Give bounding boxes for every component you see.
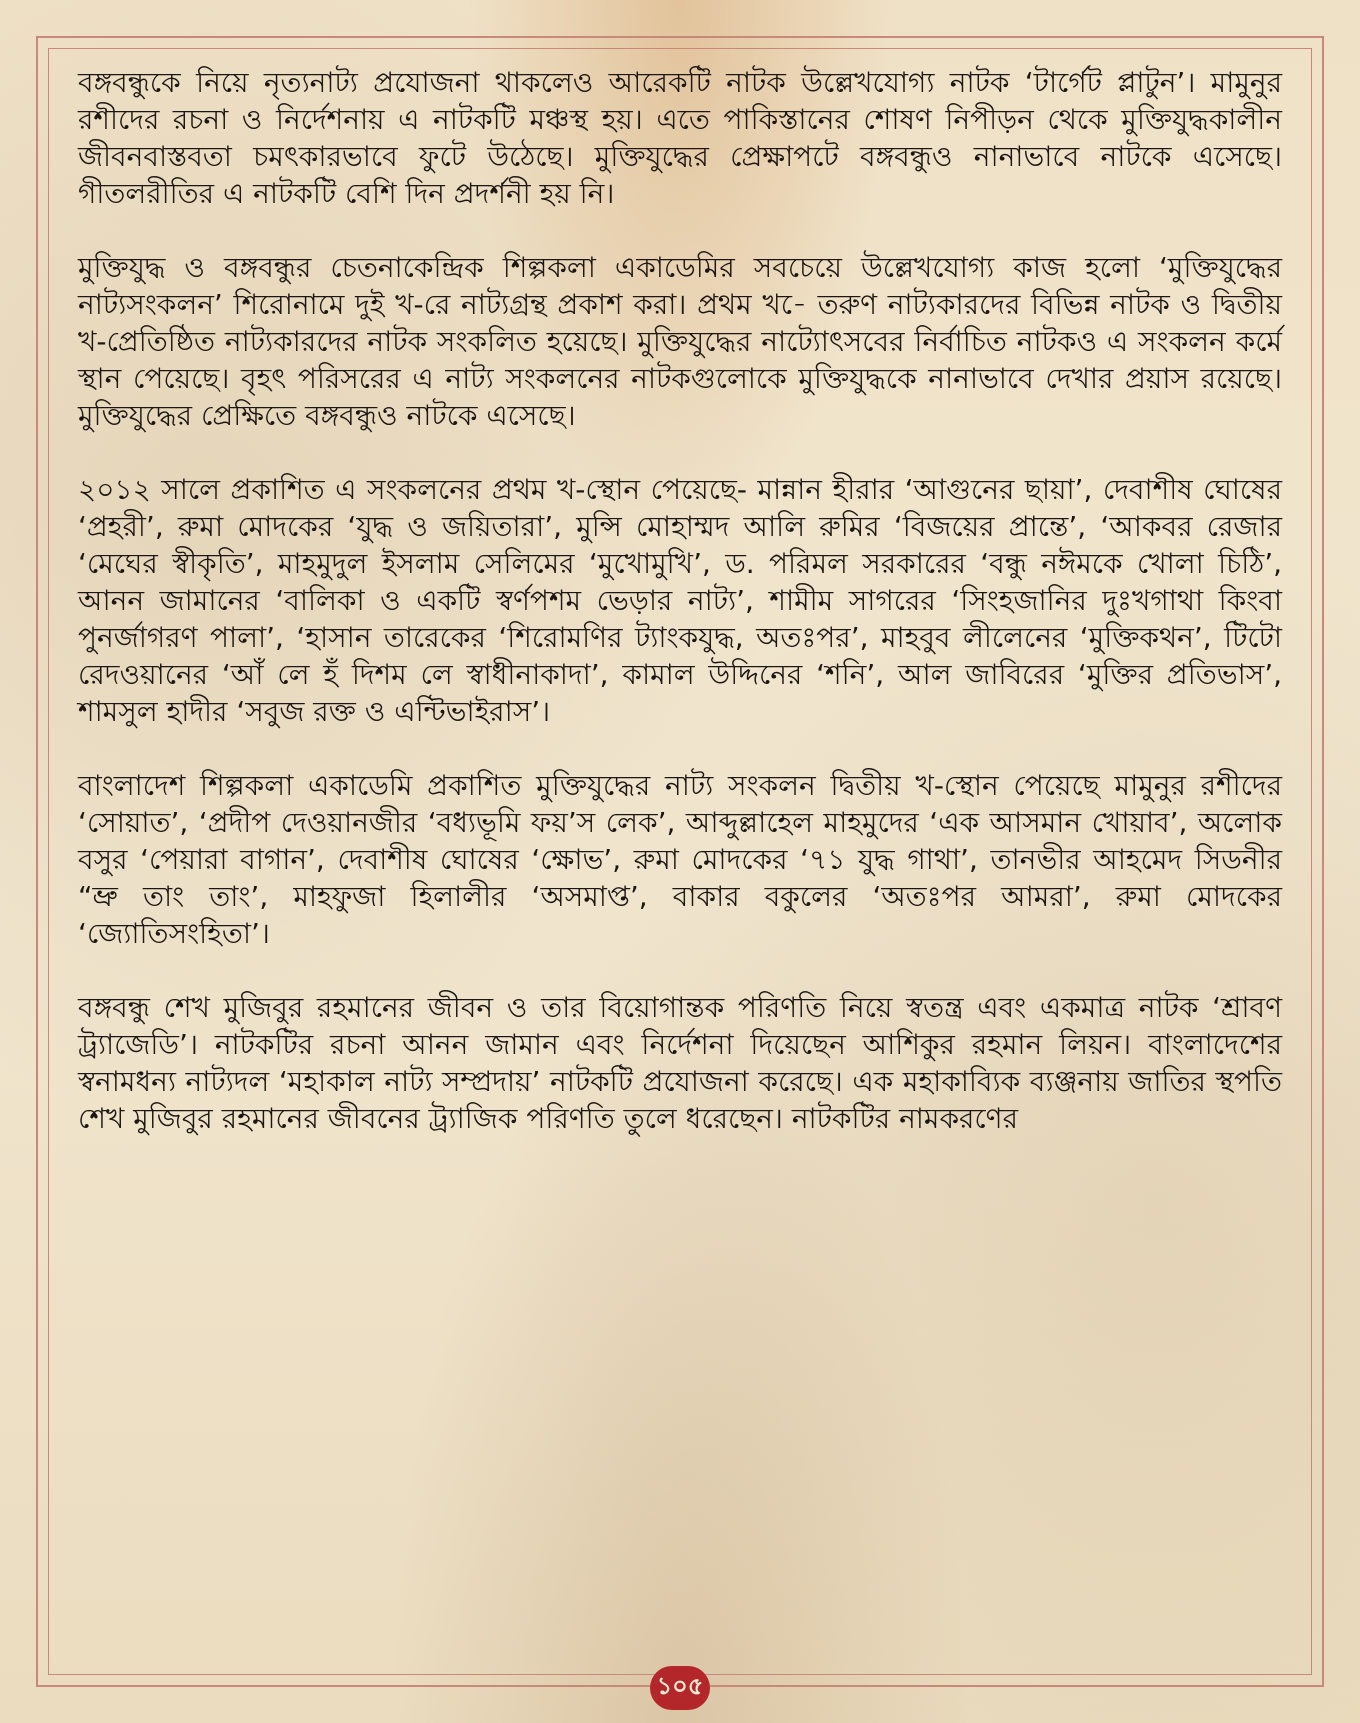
paragraph-5: বঙ্গবন্ধু শেখ মুজিবুর রহমানের জীবন ও তার বিয়োগান্তক পরিণতি নিয়ে স্বতন্ত্র এবং একমাত্র নাটক ‘শ্রাবণ ট্র্যাজেডি’। নাটকটির রচনা আনন জামান এবং নির্দেশনা দিয়েছেন আশিকুর রহমান লিয়ন। বাংলাদেশের স্বনামধন্য নাট্যদল ‘মহাকাল নাট্য সম্প্রদায়’ নাটকটি প্রযোজনা করেছে। এক মহাকাব্যিক ব্যঞ্জনায় জাতির স্থপতি শেখ মুজিবুর রহমানের জীবনের ট্র্যাজিক পরিণতি তুলে ধরেছেন। নাটকটির নামকরণের: [78, 991, 1282, 1135]
paragraph-2: মুক্তিযুদ্ধ ও বঙ্গবন্ধুর চেতনাকেন্দ্রিক শিল্পকলা একাডেমির সবচেয়ে উল্লেখযোগ্য কাজ হলো ‘মুক্তিযুদ্ধের নাট্যসংকলন’ শিরোনামে দুই খ-রে নাট্যগ্রন্থ প্রকাশ করা। প্রথম খ-ে তরুণ নাট্যকারদের বিভিন্ন নাটক ও দ্বিতীয় খ-প্রেতিষ্ঠিত নাট্যকারদের নাটক সংকলিত হয়েছে। মুক্তিযুদ্ধের নাট্যোৎসবের নির্বাচিত নাটকও এ সংকলন কর্মে স্থান পেয়েছে। বৃহৎ পরিসরের এ নাট্য সংকলনের নাটকগুলোকে মুক্তিযুদ্ধকে নানাভাবে দেখার প্রয়াস রয়েছে। মুক্তিযুদ্ধের প্রেক্ষিতে বঙ্গবন্ধুও নাটকে এসেছে।: [78, 251, 1282, 432]
page-number-badge: ১০৫: [650, 1666, 710, 1710]
paragraph-1: বঙ্গবন্ধুকে নিয়ে নৃত্যনাট্য প্রযোজনা থাকলেও আরেকটি নাটক উল্লেখযোগ্য নাটক ‘টার্গেট প্লাটুন’। মামুনুর রশীদের রচনা ও নির্দেশনায় এ নাটকটি মঞ্চস্থ হয়। এতে পাকিস্তানের শোষণ নিপীড়ন থেকে মুক্তিযুদ্ধকালীন জীবনবাস্তবতা চমৎকারভাবে ফুটে উঠেছে। মুক্তিযুদ্ধের প্রেক্ষাপটে বঙ্গবন্ধুও নানাভাবে নাটকে এসেছে। গীতলরীতির এ নাটকটি বেশি দিন প্রদর্শনী হয় নি।: [78, 66, 1282, 210]
paragraph-3: ২০১২ সালে প্রকাশিত এ সংকলনের প্রথম খ-স্থোন পেয়েছে- মান্নান হীরার ‘আগুনের ছায়া’, দেবাশীষ ঘোষের ‘প্রহরী’, রুমা মোদকের ‘যুদ্ধ ও জয়িতারা’, মুন্সি মোহাম্মদ আলি রুমির ‘বিজয়ের প্রান্তে’, ‘আকবর রেজার ‘মেঘের স্বীকৃতি’, মাহমুদুল ইসলাম সেলিমের ‘মুখোমুখি’, ড. পরিমল সরকারের ‘বন্ধু নঈমকে খোলা চিঠি’, আনন জামানের ‘বালিকা ও একটি স্বর্ণপশম ভেড়ার নাট্য’, শামীম সাগরের ‘সিংহজানির দুঃখগাথা কিংবা পুনর্জাগরণ পালা’, ‘হাসান তারেকের ‘শিরোমণির ট্যাংকযুদ্ধ, অতঃপর’, মাহবুব লীলেনের ‘মুক্তিকথন’, টিটো রেদওয়ানের ‘আঁ লে হঁ দিশম লে স্বাধীনাকাদা’, কামাল উদ্দিনের ‘শনি’, আল জাবিরের ‘মুক্তির প্রতিভাস’, শামসুল হাদীর ‘সবুজ রক্ত ও এন্টিভাইরাস’।: [78, 473, 1282, 728]
paragraph-4: বাংলাদেশ শিল্পকলা একাডেমি প্রকাশিত মুক্তিযুদ্ধের নাট্য সংকলন দ্বিতীয় খ-স্থোন পেয়েছে মামুনুর রশীদের ‘সোয়াত’, ‘প্রদীপ দেওয়ানজীর ‘বধ্যভূমি ফয়’স লেক’, আব্দুল্লাহেল মাহমুদের ‘এক আসমান খোয়াব’, অলোক বসুর ‘পেয়ারা বাগান’, দেবাশীষ ঘোষের ‘ক্ষোভ’, রুমা মোদকের ‘৭১ যুদ্ধ গাথা’, তানভীর আহমেদ সিডনীর “ভ্রু তাং তাং’, মাহফুজা হিলালীর ‘অসমাপ্ত’, বাকার বকুলের ‘অতঃপর আমরা’, রুমা মোদকের ‘জ্যোতিসংহিতা’।: [78, 769, 1282, 950]
page-body: [78, 64, 1282, 1174]
